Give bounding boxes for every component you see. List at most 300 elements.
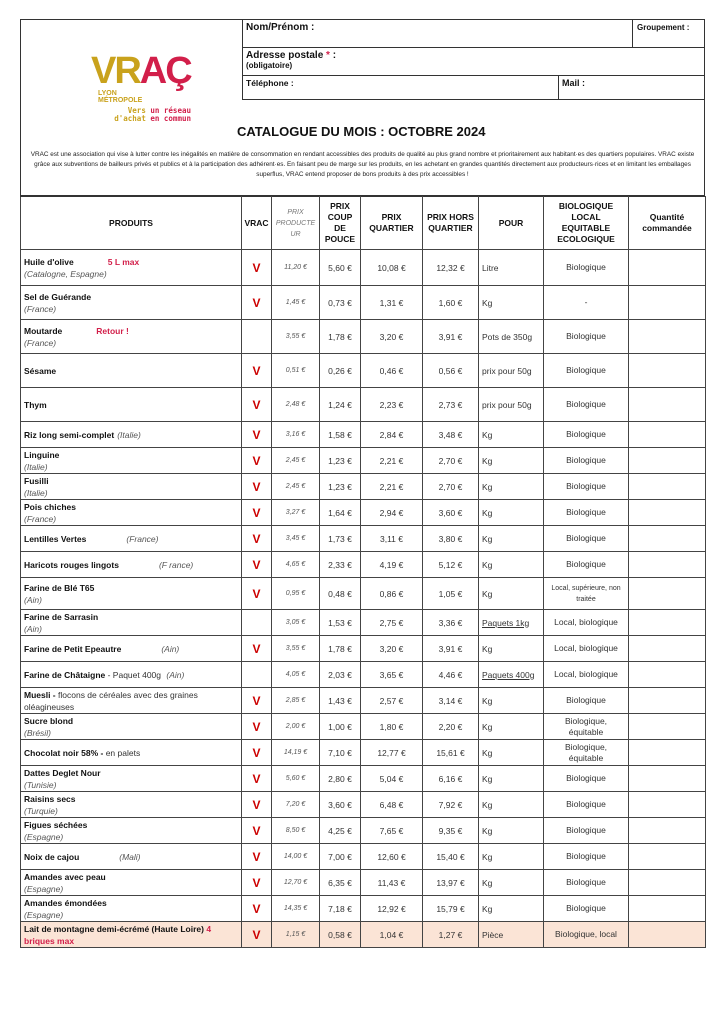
- prix-producteur: 3,27 €: [272, 500, 320, 526]
- vrac-indicator: V: [242, 714, 272, 740]
- prix-coup-de-pouce: 3,60 €: [320, 792, 361, 818]
- unit: [479, 636, 544, 662]
- product-labels: Biologique: [544, 320, 629, 354]
- prix-quartier: 1,04 €: [361, 922, 423, 948]
- product-origin: (Mali): [119, 851, 141, 862]
- prix-coup-de-pouce: 6,35 €: [320, 870, 361, 896]
- quantity-input[interactable]: [629, 662, 706, 688]
- product-name: Linguine: [24, 449, 60, 460]
- product-row: [21, 422, 706, 448]
- vrac-indicator: V: [242, 422, 272, 448]
- unit: [479, 474, 544, 500]
- unit-text: Pots de 350g: [482, 331, 533, 342]
- mail-field[interactable]: [558, 76, 705, 99]
- product-description: flocons de céréales avec des graines oléagineuses: [24, 689, 198, 712]
- quantity-input[interactable]: [629, 286, 706, 320]
- product-description: - Paquet 400g: [105, 669, 164, 680]
- product-cell: [21, 844, 242, 870]
- product-name: Amandes avec peau: [24, 871, 106, 882]
- prix-coup-de-pouce: 1,58 €: [320, 422, 361, 448]
- unit-text: Kg: [482, 747, 493, 758]
- phone-label: Téléphone :: [246, 78, 294, 88]
- prix-producteur: 3,55 €: [272, 636, 320, 662]
- product-name: Sésame: [24, 365, 57, 376]
- product-cell: [21, 636, 242, 662]
- prix-hors-quartier: 3,80 €: [423, 526, 479, 552]
- product-name: Pois chiches: [24, 501, 76, 512]
- prix-producteur: 3,16 €: [272, 422, 320, 448]
- product-name: Thym: [24, 399, 47, 410]
- product-row: [21, 250, 706, 286]
- product-labels: Biologique: [544, 448, 629, 474]
- product-row: [21, 552, 706, 578]
- prix-producteur: 2,85 €: [272, 688, 320, 714]
- quantity-input[interactable]: [629, 354, 706, 388]
- col-pour: POUR: [479, 197, 544, 250]
- product-cell: [21, 320, 242, 354]
- vrac-indicator: V: [242, 896, 272, 922]
- prix-producteur: 0,51 €: [272, 354, 320, 388]
- quantity-input[interactable]: [629, 896, 706, 922]
- product-labels: Biologique: [544, 870, 629, 896]
- product-name: Raisins secs: [24, 793, 76, 804]
- product-row: [21, 320, 706, 354]
- address-required-note: (obligatoire): [246, 61, 293, 70]
- quantity-input[interactable]: [629, 578, 706, 610]
- prix-coup-de-pouce: 1,78 €: [320, 636, 361, 662]
- prix-producteur: 8,50 €: [272, 818, 320, 844]
- product-origin: (Catalogne, Espagne): [24, 268, 107, 279]
- prix-quartier: 1,31 €: [361, 286, 423, 320]
- quantity-input[interactable]: [629, 870, 706, 896]
- unit: [479, 844, 544, 870]
- product-name: Dattes Deglet Nour: [24, 767, 101, 778]
- prix-quartier: 2,21 €: [361, 474, 423, 500]
- unit-text: Kg: [482, 507, 493, 518]
- product-cell: [21, 578, 242, 610]
- prix-coup-de-pouce: 7,10 €: [320, 740, 361, 766]
- unit: [479, 320, 544, 354]
- prix-producteur: 11,20 €: [272, 250, 320, 286]
- vrac-indicator: V: [242, 636, 272, 662]
- quantity-input[interactable]: [629, 636, 706, 662]
- product-labels: Biologique: [544, 388, 629, 422]
- quantity-input[interactable]: [629, 844, 706, 870]
- prix-quartier: 2,23 €: [361, 388, 423, 422]
- prix-quartier: 5,04 €: [361, 766, 423, 792]
- prix-coup-de-pouce: 1,24 €: [320, 388, 361, 422]
- prix-quartier: 3,11 €: [361, 526, 423, 552]
- product-cell: [21, 766, 242, 792]
- product-origin: (Italie): [117, 429, 141, 440]
- product-origin: (Ain): [24, 623, 42, 634]
- unit: [479, 766, 544, 792]
- unit-text: Pièce: [482, 929, 504, 940]
- unit-text: Kg: [482, 877, 493, 888]
- product-name: Muesli -: [24, 689, 56, 700]
- product-row: [21, 354, 706, 388]
- vrac-indicator: V: [242, 688, 272, 714]
- unit-text: Kg: [482, 695, 493, 706]
- product-labels: Biologique, local: [544, 922, 629, 948]
- product-note: 5 L max: [107, 256, 140, 267]
- product-cell: [21, 500, 242, 526]
- product-cell: [21, 922, 242, 948]
- product-labels: -: [544, 286, 629, 320]
- prix-coup-de-pouce: 0,48 €: [320, 578, 361, 610]
- unit-text: prix pour 50g: [482, 365, 532, 376]
- quantity-input[interactable]: [629, 688, 706, 714]
- product-cell: [21, 792, 242, 818]
- product-labels: Biologique: [544, 844, 629, 870]
- quantity-input[interactable]: [629, 448, 706, 474]
- product-row: [21, 610, 706, 636]
- vrac-indicator: V: [242, 578, 272, 610]
- vrac-indicator: V: [242, 818, 272, 844]
- prix-quartier: 11,43 €: [361, 870, 423, 896]
- prix-hors-quartier: 4,46 €: [423, 662, 479, 688]
- quantity-input[interactable]: [629, 792, 706, 818]
- prix-producteur: 4,65 €: [272, 552, 320, 578]
- header-block: [20, 19, 705, 196]
- prix-coup-de-pouce: 7,18 €: [320, 896, 361, 922]
- product-name: Lentilles Vertes: [24, 533, 87, 544]
- product-name: Farine de Petit Epeautre: [24, 643, 122, 654]
- vrac-indicator: [242, 320, 272, 354]
- address-field[interactable]: [242, 48, 705, 76]
- prix-producteur: 14,00 €: [272, 844, 320, 870]
- product-row: [21, 474, 706, 500]
- unit-text: Litre: [482, 262, 499, 273]
- required-marker: *: [326, 50, 330, 61]
- group-field[interactable]: [632, 20, 705, 47]
- vrac-indicator: V: [242, 766, 272, 792]
- vrac-indicator: V: [242, 740, 272, 766]
- prix-quartier: 2,75 €: [361, 610, 423, 636]
- product-row: [21, 662, 706, 688]
- product-cell: [21, 818, 242, 844]
- prix-hors-quartier: 7,92 €: [423, 792, 479, 818]
- product-labels: Local, biologique: [544, 662, 629, 688]
- unit: [479, 792, 544, 818]
- product-cell: [21, 474, 242, 500]
- product-name: Farine de Sarrasin: [24, 611, 99, 622]
- product-name: Sucre blond: [24, 715, 74, 726]
- unit-text: Kg: [482, 851, 493, 862]
- vrac-indicator: V: [242, 286, 272, 320]
- unit-text: Kg: [482, 455, 493, 466]
- prix-producteur: 2,48 €: [272, 388, 320, 422]
- vrac-indicator: V: [242, 870, 272, 896]
- phone-field[interactable]: [242, 76, 705, 100]
- quantity-input[interactable]: [629, 610, 706, 636]
- prix-producteur: 7,20 €: [272, 792, 320, 818]
- product-row: [21, 922, 706, 948]
- prix-producteur: 5,60 €: [272, 766, 320, 792]
- prix-coup-de-pouce: 2,80 €: [320, 766, 361, 792]
- product-row: [21, 714, 706, 740]
- product-origin: (Turquie): [24, 805, 58, 816]
- prix-coup-de-pouce: 2,33 €: [320, 552, 361, 578]
- product-labels: Biologique: [544, 474, 629, 500]
- table-header-row: [21, 197, 706, 250]
- prix-hors-quartier: 0,56 €: [423, 354, 479, 388]
- logo-tagline: Vers un réseau d'achat en commun: [114, 106, 191, 123]
- unit-text: Kg: [482, 588, 493, 599]
- logo-city: LYON MÉTROPOLE: [98, 90, 143, 104]
- prix-producteur: 12,70 €: [272, 870, 320, 896]
- prix-quartier: 1,80 €: [361, 714, 423, 740]
- prix-producteur: 1,15 €: [272, 922, 320, 948]
- prix-quartier: 12,60 €: [361, 844, 423, 870]
- unit: [479, 552, 544, 578]
- product-description: en palets: [103, 747, 141, 758]
- prix-hors-quartier: 15,61 €: [423, 740, 479, 766]
- prix-coup-de-pouce: 1,53 €: [320, 610, 361, 636]
- col-quantite: Quantité commandée: [629, 197, 706, 250]
- prix-quartier: 2,21 €: [361, 448, 423, 474]
- prix-quartier: 4,19 €: [361, 552, 423, 578]
- product-name: Huile d'olive: [24, 256, 74, 267]
- prix-hors-quartier: 3,48 €: [423, 422, 479, 448]
- product-name: Chocolat noir 58% -: [24, 747, 104, 758]
- page-title: CATALOGUE DU MOIS : OCTOBRE 2024: [237, 124, 486, 139]
- product-labels: Biologique: [544, 896, 629, 922]
- product-row: [21, 792, 706, 818]
- vrac-logo: [91, 52, 201, 142]
- prix-coup-de-pouce: 1,23 €: [320, 448, 361, 474]
- quantity-input[interactable]: [629, 740, 706, 766]
- product-row: [21, 870, 706, 896]
- unit-text: prix pour 50g: [482, 399, 532, 410]
- quantity-input[interactable]: [629, 714, 706, 740]
- prix-hors-quartier: 15,40 €: [423, 844, 479, 870]
- group-label: Groupement :: [637, 23, 690, 32]
- quantity-input[interactable]: [629, 320, 706, 354]
- prix-hors-quartier: 13,97 €: [423, 870, 479, 896]
- col-coup-de-pouce: PRIX COUP DE POUCE: [320, 197, 361, 250]
- customer-form: [242, 20, 705, 100]
- col-prix-producteur: PRIX PRODUCTE UR: [272, 197, 320, 250]
- product-name: Sel de Guérande: [24, 291, 92, 302]
- unit-text: Kg: [482, 559, 493, 570]
- prix-hors-quartier: 3,60 €: [423, 500, 479, 526]
- product-cell: [21, 688, 242, 714]
- unit-text: Kg: [482, 481, 493, 492]
- product-cell: [21, 422, 242, 448]
- prix-producteur: 3,45 €: [272, 526, 320, 552]
- prix-coup-de-pouce: 2,03 €: [320, 662, 361, 688]
- vrac-indicator: V: [242, 448, 272, 474]
- prix-coup-de-pouce: 0,26 €: [320, 354, 361, 388]
- product-labels: Biologique: [544, 250, 629, 286]
- prix-coup-de-pouce: 1,23 €: [320, 474, 361, 500]
- prix-hors-quartier: 3,36 €: [423, 610, 479, 636]
- product-table: [20, 196, 706, 948]
- product-name: Riz long semi-complet: [24, 429, 115, 440]
- prix-quartier: 6,48 €: [361, 792, 423, 818]
- product-row: [21, 500, 706, 526]
- quantity-input[interactable]: [629, 552, 706, 578]
- prix-hors-quartier: 2,20 €: [423, 714, 479, 740]
- name-label: Nom/Prénom :: [246, 22, 315, 33]
- prix-producteur: 3,05 €: [272, 610, 320, 636]
- prix-hors-quartier: 1,60 €: [423, 286, 479, 320]
- prix-coup-de-pouce: 4,25 €: [320, 818, 361, 844]
- vrac-indicator: V: [242, 552, 272, 578]
- unit: [479, 422, 544, 448]
- col-labels: BIOLOGIQUE LOCAL EQUITABLE ECOLOGIQUE: [544, 197, 629, 250]
- quantity-input[interactable]: [629, 422, 706, 448]
- unit-text: Kg: [482, 429, 493, 440]
- product-origin: (France): [24, 513, 57, 524]
- prix-quartier: 2,84 €: [361, 422, 423, 448]
- address-label: Adresse postale * :: [246, 50, 337, 61]
- vrac-indicator: V: [242, 922, 272, 948]
- mail-label: Mail :: [562, 78, 586, 88]
- quantity-input[interactable]: [629, 766, 706, 792]
- quantity-input[interactable]: [629, 388, 706, 422]
- prix-producteur: 14,19 €: [272, 740, 320, 766]
- product-origin: (Espagne): [24, 909, 64, 920]
- col-produits: PRODUITS: [21, 197, 242, 250]
- product-origin: (France): [126, 533, 159, 544]
- product-row: [21, 896, 706, 922]
- product-labels: Biologique: [544, 792, 629, 818]
- prix-hors-quartier: 12,32 €: [423, 250, 479, 286]
- product-labels: Biologique: [544, 766, 629, 792]
- quantity-input[interactable]: [629, 500, 706, 526]
- prix-quartier: 2,57 €: [361, 688, 423, 714]
- unit-text: Kg: [482, 297, 493, 308]
- unit: [479, 500, 544, 526]
- prix-coup-de-pouce: 1,73 €: [320, 526, 361, 552]
- prix-quartier: 3,20 €: [361, 320, 423, 354]
- prix-producteur: 1,45 €: [272, 286, 320, 320]
- prix-producteur: 14,35 €: [272, 896, 320, 922]
- prix-coup-de-pouce: 1,43 €: [320, 688, 361, 714]
- unit-text: Paquets 400g: [482, 669, 535, 680]
- product-labels: Biologique, équitable: [544, 714, 629, 740]
- product-origin: (Ain): [161, 643, 180, 654]
- prix-hors-quartier: 5,12 €: [423, 552, 479, 578]
- product-row: [21, 526, 706, 552]
- prix-quartier: 0,86 €: [361, 578, 423, 610]
- prix-quartier: 12,92 €: [361, 896, 423, 922]
- prix-coup-de-pouce: 1,78 €: [320, 320, 361, 354]
- prix-hors-quartier: 3,91 €: [423, 636, 479, 662]
- product-origin: (Italie): [24, 487, 48, 498]
- vrac-indicator: [242, 610, 272, 636]
- product-row: [21, 636, 706, 662]
- prix-coup-de-pouce: 0,73 €: [320, 286, 361, 320]
- product-cell: [21, 250, 242, 286]
- unit: [479, 688, 544, 714]
- product-labels: Biologique: [544, 526, 629, 552]
- product-row: [21, 844, 706, 870]
- product-origin: (F rance): [158, 559, 194, 570]
- product-labels: Biologique: [544, 818, 629, 844]
- prix-producteur: 2,45 €: [272, 474, 320, 500]
- product-labels: Biologique: [544, 354, 629, 388]
- unit: [479, 354, 544, 388]
- unit: [479, 662, 544, 688]
- unit: [479, 870, 544, 896]
- prix-producteur: 2,45 €: [272, 448, 320, 474]
- unit-text: Kg: [482, 799, 493, 810]
- quantity-input[interactable]: [629, 250, 706, 286]
- product-cell: [21, 662, 242, 688]
- quantity-input[interactable]: [629, 818, 706, 844]
- product-cell: [21, 740, 242, 766]
- prix-hors-quartier: 2,73 €: [423, 388, 479, 422]
- unit-text: Kg: [482, 643, 493, 654]
- quantity-input[interactable]: [629, 474, 706, 500]
- unit: [479, 448, 544, 474]
- product-labels: Biologique: [544, 688, 629, 714]
- quantity-input[interactable]: [629, 526, 706, 552]
- product-row: [21, 388, 706, 422]
- product-labels: Biologique: [544, 552, 629, 578]
- unit-text: Kg: [482, 533, 493, 544]
- unit: [479, 818, 544, 844]
- product-origin: (Italie): [24, 461, 48, 472]
- logo-wordmark: VRAÇ: [91, 50, 191, 92]
- product-cell: [21, 526, 242, 552]
- prix-hors-quartier: 9,35 €: [423, 818, 479, 844]
- vrac-indicator: V: [242, 792, 272, 818]
- product-origin: (Brésil): [24, 727, 51, 738]
- prix-quartier: 10,08 €: [361, 250, 423, 286]
- product-name: Lait de montagne demi-écrémé (Haute Loire): [24, 923, 204, 934]
- prix-producteur: 2,00 €: [272, 714, 320, 740]
- prix-hors-quartier: 6,16 €: [423, 766, 479, 792]
- unit-text: Kg: [482, 773, 493, 784]
- product-note: 4 briques max: [24, 923, 212, 946]
- product-origin: (France): [24, 303, 57, 314]
- prix-coup-de-pouce: 7,00 €: [320, 844, 361, 870]
- prix-hors-quartier: 3,91 €: [423, 320, 479, 354]
- product-row: [21, 578, 706, 610]
- product-name: Farine de Blé T65: [24, 582, 95, 593]
- product-labels: Local, biologique: [544, 636, 629, 662]
- prix-hors-quartier: 1,05 €: [423, 578, 479, 610]
- prix-hors-quartier: 2,70 €: [423, 474, 479, 500]
- product-origin: (Espagne): [24, 831, 64, 842]
- unit-text: Kg: [482, 903, 493, 914]
- product-labels: Local, supérieure, non traitée: [544, 578, 629, 610]
- product-name: Fusilli: [24, 475, 49, 486]
- product-name: Figues séchées: [24, 819, 88, 830]
- prix-quartier: 2,94 €: [361, 500, 423, 526]
- unit-text: Kg: [482, 825, 493, 836]
- prix-coup-de-pouce: 1,00 €: [320, 714, 361, 740]
- product-row: [21, 818, 706, 844]
- intro-text: VRAC est une association qui vise à lutter contre les inégalités en matière de consommation en rendant accessibles des produits de qualité au plus grand nombre et prioritairement aux habitant·es des quartiers populaires. VRAC existe grâce aux subventions de bailleurs privés et publics et à la participation des adhérent·es. En faisant peu de marge sur les produits, en les achetant en grandes quantités directement aux producteurs·rices et en limitant les emballages superflus, VRAC entend proposer de bons produits à des prix accessibles !: [30, 151, 695, 178]
- quantity-input[interactable]: [629, 922, 706, 948]
- product-labels: Local, biologique: [544, 610, 629, 636]
- unit: [479, 896, 544, 922]
- product-row: [21, 740, 706, 766]
- unit: [479, 714, 544, 740]
- product-name: Moutarde: [24, 325, 63, 336]
- col-prix-quartier: PRIX QUARTIER: [361, 197, 423, 250]
- product-name: Noix de cajou: [24, 851, 80, 862]
- prix-hors-quartier: 2,70 €: [423, 448, 479, 474]
- product-cell: [21, 610, 242, 636]
- name-field[interactable]: [242, 20, 705, 48]
- product-labels: Biologique, équitable: [544, 740, 629, 766]
